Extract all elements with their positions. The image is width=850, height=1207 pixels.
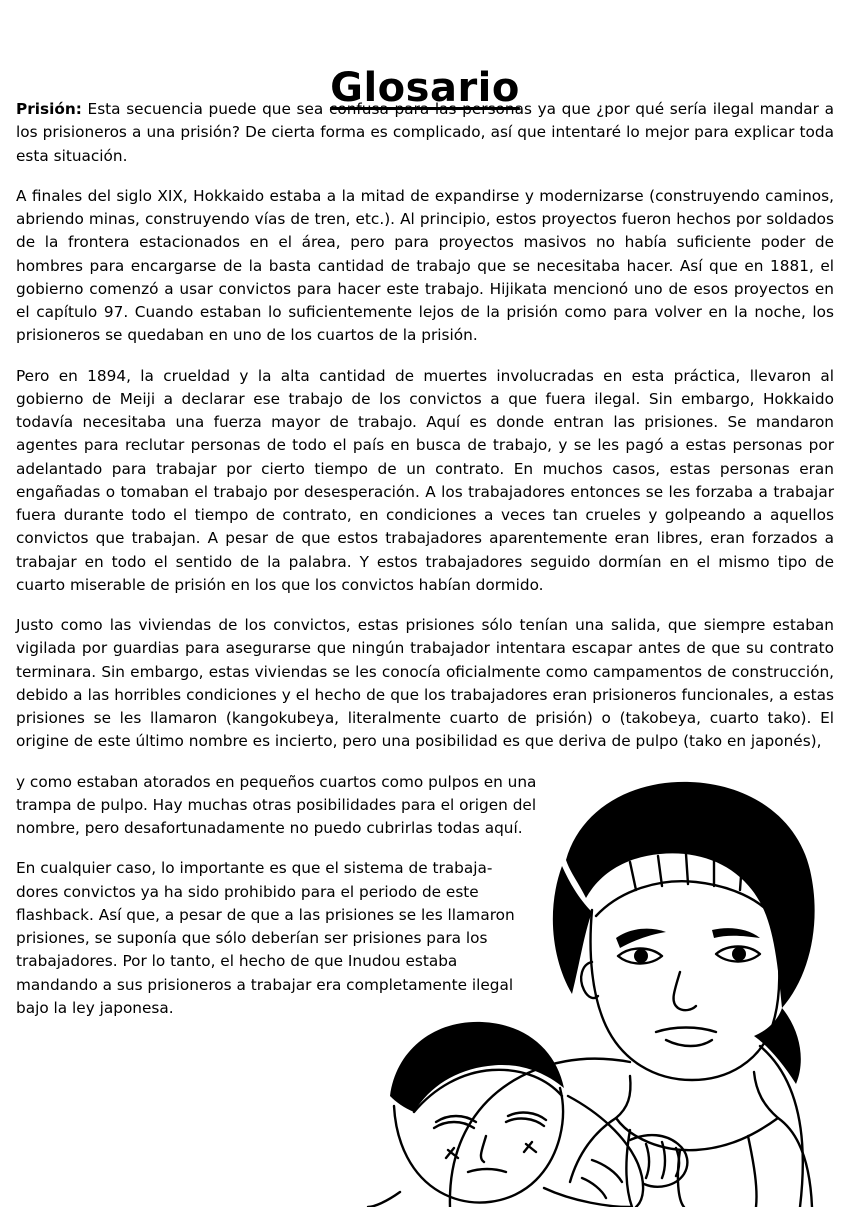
document-body [16,98,834,1037]
paragraph-1 [16,98,834,168]
paragraph-2: A finales del siglo XIX, Hokkaido estaba a la mitad de expandirse y modernizarse (construyendo caminos, abriendo minas, construyendo vías de tren, etc.). Al principio, estos proyectos fueron hechos por soldados de la frontera estacionados en el área, pero para proyectos masivos no había suficiente poder de hombres para encargarse de la basta cantidad de trabajo que se necesitaba hacer. Así que en 1881, el gobierno comenzó a usar convictos para hacer este trabajo. Hijikata mencionó uno de esos proyectos en el capítulo 97. Cuando estaban lo suficientemente lejos de la prisión como para volver en la noche, los prisioneros se quedaban en uno de los cuartos de la prisión. [16,186,834,345]
paragraph-4: Justo como las viviendas de los convictos, estas prisiones sólo tenían una salida, que siempre estaban vigilada por guardias para asegurarse que ningún trabajador intentara escapar antes de que su contrato terminara. Sin embargo, estas viviendas se les conocía oficialmente como campamentos de construcción, debido a las horribles condiciones y el hecho de que los trabajadores eran prisioneros funcionales, a estas prisiones se les llamaron (kangokubeya, literalmente cuarto de prisión) o (takobeya, cuarto tako). El origine de este último nombre es incierto, pero una posibilidad es que deriva de pulpo (tako en japonés), [16,616,834,751]
paragraph-3: Pero en 1894, la crueldad y la alta cantidad de muertes involucradas en esta práctica, llevaron al gobierno de Meiji a declarar ese trabajo de los convictos a que fuera ilegal. Sin embargo, Hokkaido todavía necesitaba una fuerza mayor de trabajo. Aquí es donde entran las prisiones. Se mandaron agentes para reclutar personas de todo el país en busca de trabajo, y se les pagó a estas personas por adelantado para trabajar por cierto tiempo de un contrato. En muchos casos, estas personas eran engañadas o tomaban el trabajo por desesperación. A los trabajadores entonces se les forzaba a trabajar fuera durante todo el tiempo de contrato, en condiciones a veces tan crueles y golpeando a aquellos convictos que trabajan. A pesar de que estos trabajadores aparentemente eran libres, eran forzados a trabajar en todo el sentido de la palabra. Y estos trabajadores seguido dormían en el mismo tipo de cuarto miserable de prisión en los que los convictos habían dormido. [16,366,834,594]
paragraph-6: En cualquier caso, lo importante es que el sistema de trabaja-dores convictos ya ha sido prohibido para el periodo de este flashback. Así que, a pesar de que a las prisiones se les llamaron prisiones, se suponía que sólo deberían ser prisiones para los trabajadores. Por lo tanto, el hecho de que Inudou estaba mandando a sus prisioneros a trabajar era completamente ilegal bajo la ley japonesa. [16,859,515,1017]
page-title: Glosario [330,64,520,111]
paragraph-1-text: Esta secuencia puede que sea confusa para las personas ya que ¿por qué sería ilegal mandar a los prisioneros a una prisión? De cierta forma es complicado, así que intentaré lo mejor para explicar toda esta situación. [16,100,834,165]
paragraph-5: y como estaban atorados en pequeños cuartos como pulpos en una trampa de pulpo. Hay muchas otras posibilidades para el origen del nombre, pero desafortunadamente no puedo cubrirlas todas aquí. [16,772,537,837]
lead-term-prision: Prisión: [16,100,82,118]
